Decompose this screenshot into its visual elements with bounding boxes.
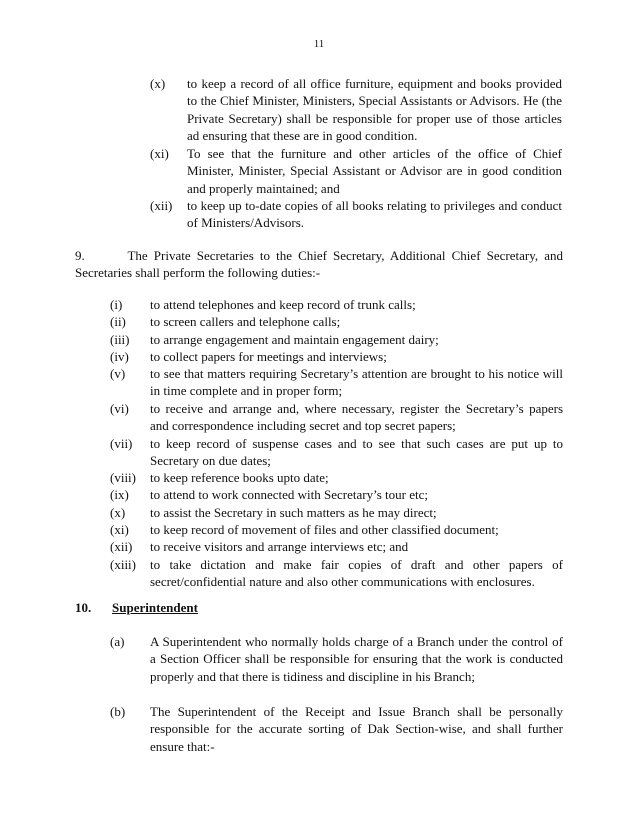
item-number: (xi) bbox=[110, 522, 129, 537]
item-text: to take dictation and make fair copies of draft and other papers of secret/confidential nature and also other communications with enclosures. bbox=[150, 557, 563, 590]
page-number: 11 bbox=[313, 38, 325, 50]
item-text: to screen callers and telephone calls; bbox=[150, 314, 341, 329]
item-text: The Superintendent of the Receipt and Issue Branch shall be personally responsible for the accurate sorting of Dak Section-wise, and shall further ensure that:- bbox=[150, 704, 563, 754]
item-number: (ix) bbox=[110, 487, 129, 502]
list-item bbox=[110, 486, 563, 503]
item-number: (i) bbox=[110, 297, 123, 312]
item-number: (x) bbox=[150, 76, 166, 91]
item-text: to assist the Secretary in such matters as he may direct; bbox=[150, 505, 437, 520]
list-item bbox=[150, 145, 562, 197]
list-item bbox=[110, 521, 563, 538]
list-item bbox=[110, 365, 563, 400]
item-text: to keep record of movement of files and other classified document; bbox=[150, 522, 499, 537]
item-number: (b) bbox=[110, 704, 126, 719]
item-number: (vii) bbox=[110, 436, 133, 451]
item-number: (xii) bbox=[110, 539, 133, 554]
list-item bbox=[110, 703, 563, 755]
item-number: (v) bbox=[110, 366, 126, 381]
item-text: A Superintendent who normally holds charge of a Branch under the control of a Section Officer shall be responsible for ensuring that the work is conducted properly and that there is tidiness and discipline in his Branch; bbox=[150, 634, 563, 684]
item-number: (a) bbox=[110, 634, 125, 649]
item-number: (vi) bbox=[110, 401, 129, 416]
item-number: (viii) bbox=[110, 470, 136, 485]
item-text: to collect papers for meetings and interviews; bbox=[150, 349, 387, 364]
item-number: (ii) bbox=[110, 314, 126, 329]
section-10-heading bbox=[75, 599, 198, 616]
item-number: (iii) bbox=[110, 332, 130, 347]
item-text: to keep record of suspense cases and to see that such cases are put up to Secretary on due dates; bbox=[150, 436, 563, 469]
list-item bbox=[110, 313, 563, 330]
section-number: 10. bbox=[75, 600, 92, 615]
item-number: (xiii) bbox=[110, 557, 136, 572]
item-text: To see that the furniture and other articles of the office of Chief Minister, Minister, Special Assistant or Advisor are in good condition and properly maintained; and bbox=[187, 146, 562, 196]
item-number: (xi) bbox=[150, 146, 169, 161]
item-text: to receive visitors and arrange interviews etc; and bbox=[150, 539, 409, 554]
item-number: (iv) bbox=[110, 349, 129, 364]
item-text: to keep a record of all office furniture, equipment and books provided to the Chief Minister, Ministers, Special Assistants or Advisors. He (the Private Secretary) shall be responsible for proper use of those articles ad ensuring that these are in good condition. bbox=[187, 76, 562, 144]
list-item bbox=[110, 296, 563, 313]
item-text: to keep reference books upto date; bbox=[150, 470, 329, 485]
section-title: Superintendent bbox=[112, 600, 198, 615]
list-item bbox=[110, 504, 563, 521]
paragraph-9: 9. The Private Secretaries to the Chief Secretary, Additional Chief Secretary, and Secretaries shall perform the following duties:- bbox=[75, 248, 563, 281]
item-text: to attend to work connected with Secretary’s tour etc; bbox=[150, 487, 428, 502]
item-text: to arrange engagement and maintain engagement dairy; bbox=[150, 332, 439, 347]
list-item bbox=[150, 197, 562, 232]
list-item bbox=[110, 331, 563, 348]
item-text: to keep up to-date copies of all books relating to privileges and conduct of Ministers/Advisors. bbox=[187, 198, 562, 231]
item-number: (x) bbox=[110, 505, 126, 520]
item-text: to receive and arrange and, where necessary, register the Secretary’s papers and correspondence including secret and top secret papers; bbox=[150, 401, 563, 434]
list-item bbox=[110, 400, 563, 435]
item-text: to see that matters requiring Secretary’s attention are brought to his notice will in time complete and in proper form; bbox=[150, 366, 563, 399]
list-item bbox=[110, 633, 563, 685]
item-text: to attend telephones and keep record of trunk calls; bbox=[150, 297, 416, 312]
list-item bbox=[110, 348, 563, 365]
list-item bbox=[110, 538, 563, 555]
list-item bbox=[150, 75, 562, 145]
list-item bbox=[110, 469, 563, 486]
list-item bbox=[110, 435, 563, 470]
item-number: (xii) bbox=[150, 198, 173, 213]
list-item bbox=[110, 556, 563, 591]
